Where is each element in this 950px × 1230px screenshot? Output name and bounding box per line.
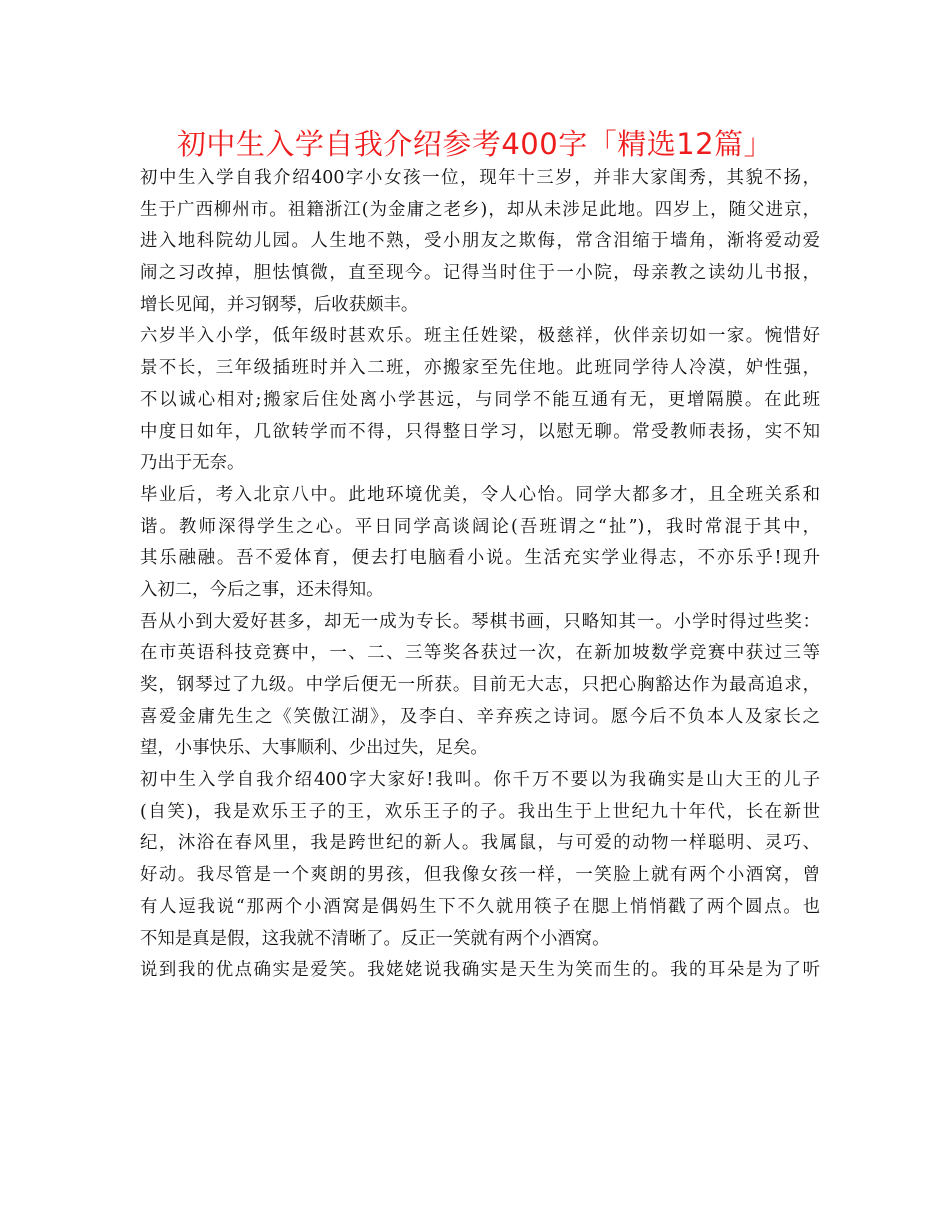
text-line: 吾从小到大爱好甚多，却无一成为专长。琴棋书画，只略知其一。小学时得过些奖：: [140, 611, 820, 632]
document-title: 初中生入学自我介绍参考400字「精选12篇」: [176, 127, 774, 161]
text-line: 初中生入学自我介绍400字大家好!我叫。你千万不要以为我确实是山大王的儿子: [140, 770, 820, 791]
text-line: 景不长，三年级插班时并入二班，亦搬家至先住地。此班同学待人冷漠，妒性强，: [140, 358, 820, 379]
paragraph: [140, 607, 820, 765]
text-line: 闹之习改掉，胆怯慎微，直至现今。记得当时住于一小院，母亲教之读幼儿书报，: [140, 263, 820, 284]
text-line: 入初二，今后之事，还未得知。: [140, 579, 384, 600]
text-line: 生于广西柳州市。祖籍浙江(为金庸之老乡)，却从未涉足此地。四岁上，随父进京，: [140, 199, 820, 220]
text-line: 有人逗我说“那两个小酒窝是偶妈生下不久就用筷子在腮上悄悄戳了两个圆点。也: [140, 896, 820, 917]
text-line: 增长见闻，并习钢琴，后收获颇丰。: [140, 294, 419, 315]
text-line: 奖，钢琴过了九级。中学后便无一所获。目前无大志，只把心胸豁达作为最高追求，: [140, 675, 820, 695]
text-line: 在市英语科技竞赛中，一、二、三等奖各获过一次，在新加坡数学竞赛中获过三等: [140, 643, 820, 664]
paragraph: [140, 765, 820, 955]
text-line: 谐。教师深得学生之心。平日同学高谈阔论(吾班谓之“扯”)，我时常混于其中，: [140, 516, 820, 537]
text-line: 纪，沐浴在春风里，我是跨世纪的新人。我属鼠，与可爱的动物一样聪明、灵巧、: [140, 833, 820, 854]
text-line: 初中生入学自我介绍400字小女孩一位，现年十三岁，并非大家闺秀，其貌不扬，: [140, 168, 820, 188]
text-line: (自笑)，我是欢乐王子的王，欢乐王子的子。我出生于上世纪九十年代，长在新世: [140, 801, 820, 822]
paragraph: [140, 321, 820, 479]
paragraph: [140, 480, 820, 607]
text-line: 不以诚心相对;搬家后住处离小学甚远，与同学不能互通有无，更增隔膜。在此班: [140, 389, 820, 410]
text-line: 说到我的优点确实是爱笑。我姥姥说我确实是天生为笑而生的。我的耳朵是为了听: [140, 960, 820, 981]
text-line: 不知是真是假，这我就不清晰了。反正一笑就有两个小酒窝。: [140, 928, 610, 949]
text-line: 中度日如年，几欲转学而不得，只得整日学习，以慰无聊。常受教师表扬，实不知: [140, 421, 820, 442]
text-line: 乃出于无奈。: [140, 453, 245, 474]
document-body: [140, 163, 820, 987]
text-line: 望，小事快乐、大事顺利、少出过失，足矣。: [140, 738, 488, 759]
paragraph: [140, 163, 820, 321]
text-line: 其乐融融。吾不爱体育，便去打电脑看小说。生活充实学业得志，不亦乐乎!现升: [140, 548, 820, 569]
text-line: 好动。我尽管是一个爽朗的男孩，但我像女孩一样，一笑脸上就有两个小酒窝，曾: [140, 865, 820, 886]
paragraph: [140, 955, 820, 987]
text-line: 六岁半入小学，低年级时甚欢乐。班主任姓梁，极慈祥，伙伴亲切如一家。惋惜好: [140, 326, 820, 347]
text-line: 喜爱金庸先生之《笑傲江湖》，及李白、辛弃疾之诗词。愿今后不负本人及家长之: [140, 706, 820, 727]
text-line: 毕业后，考入北京八中。此地环境优美，令人心怡。同学大都多才，且全班关系和: [140, 484, 820, 505]
text-line: 进入地科院幼儿园。人生地不熟，受小朋友之欺侮，常含泪缩于墙角，渐将爱动爱: [140, 231, 820, 252]
